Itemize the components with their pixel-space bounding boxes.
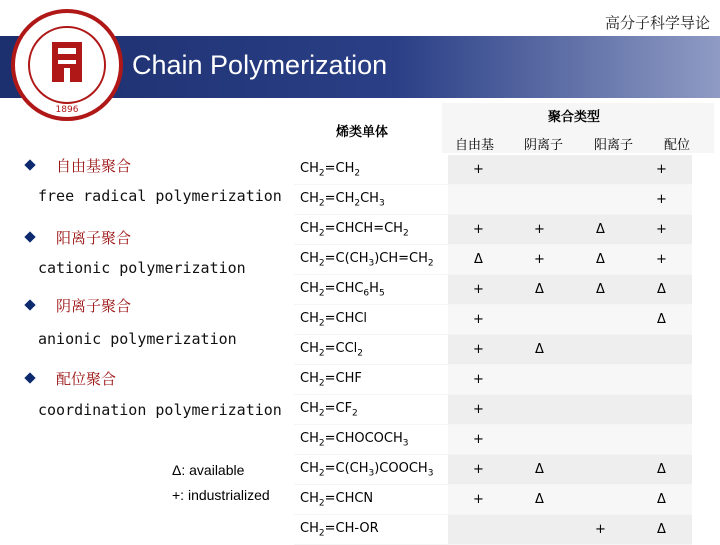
table-row <box>294 365 692 395</box>
table-row <box>294 245 692 275</box>
type-cell: + <box>448 425 509 455</box>
monomer-formula: $CH_2=C(CH_3)COOCH_3$ <box>294 455 448 485</box>
type-cell: Δ <box>570 215 631 245</box>
type-cell <box>509 365 570 395</box>
type-cell <box>631 425 692 455</box>
type-cell: + <box>631 215 692 245</box>
type-cell: Δ <box>509 275 570 305</box>
type-cell <box>631 335 692 365</box>
type-cell <box>448 185 509 215</box>
bullet-diamond-icon <box>24 231 35 242</box>
type-cell <box>448 515 509 545</box>
category-coordination-zh: 配位聚合 <box>56 370 117 388</box>
monomer-formula: $CH_2=CH-OR$ <box>294 515 448 545</box>
monomer-formula: $CH_2=CHCH=CH_2$ <box>294 215 448 245</box>
university-seal-logo <box>10 8 124 122</box>
type-cell: + <box>448 335 509 365</box>
monomer-header: 烯类单体 <box>336 125 389 140</box>
legend-available: Δ: available <box>172 462 245 478</box>
type-cell: + <box>448 215 509 245</box>
col-coordination: 配位 <box>664 138 691 153</box>
type-cell: Δ <box>631 455 692 485</box>
type-cell <box>570 305 631 335</box>
type-cell: + <box>509 245 570 275</box>
table-row <box>294 305 692 335</box>
legend-industrialized: +: industrialized <box>172 487 270 503</box>
category-radical-en: free radical polymerization <box>38 187 282 205</box>
monomer-formula: $CH_2=CHF$ <box>294 365 448 395</box>
slide-title: Chain Polymerization <box>132 50 388 80</box>
type-cell <box>509 425 570 455</box>
type-cell: Δ <box>509 335 570 365</box>
monomer-formula: $CH_2=CHC_6H_5$ <box>294 275 448 305</box>
type-cell <box>570 425 631 455</box>
monomer-table <box>294 155 692 545</box>
col-cationic: 阳离子 <box>594 138 634 153</box>
monomer-formula: $CH_2=C(CH_3)CH=CH_2$ <box>294 245 448 275</box>
monomer-formula: $CH_2=CH_2$ <box>294 155 448 185</box>
type-cell: Δ <box>509 485 570 515</box>
type-cell: Δ <box>448 245 509 275</box>
type-cell: + <box>631 185 692 215</box>
type-cell <box>509 515 570 545</box>
bullet-diamond-icon <box>24 299 35 310</box>
table-row <box>294 395 692 425</box>
type-cell: + <box>448 485 509 515</box>
monomer-formula: $CH_2=CCl_2$ <box>294 335 448 365</box>
type-cell: + <box>570 515 631 545</box>
type-cell: + <box>631 155 692 185</box>
type-cell <box>570 185 631 215</box>
type-cell: + <box>448 365 509 395</box>
type-cell: + <box>448 305 509 335</box>
table-row <box>294 455 692 485</box>
svg-text:1896: 1896 <box>55 105 79 115</box>
bullet-diamond-icon <box>24 372 35 383</box>
type-cell <box>509 395 570 425</box>
type-cell <box>509 185 570 215</box>
type-cell <box>631 395 692 425</box>
type-cell: Δ <box>631 485 692 515</box>
col-radical: 自由基 <box>455 138 495 153</box>
type-cell: Δ <box>570 245 631 275</box>
table-row <box>294 275 692 305</box>
category-radical-zh: 自由基聚合 <box>56 157 132 175</box>
category-anionic-zh: 阴离子聚合 <box>56 297 132 315</box>
type-cell: Δ <box>631 515 692 545</box>
type-cell <box>570 455 631 485</box>
type-cell <box>570 155 631 185</box>
monomer-formula: $CH_2=CHCN$ <box>294 485 448 515</box>
monomer-formula: $CH_2=CHOCOCH_3$ <box>294 425 448 455</box>
monomer-formula: $CH_2=CH_2CH_3$ <box>294 185 448 215</box>
category-cationic-en: cationic polymerization <box>38 259 246 277</box>
type-cell: + <box>448 155 509 185</box>
table-row <box>294 155 692 185</box>
monomer-formula: $CH_2=CHCl$ <box>294 305 448 335</box>
type-cell: + <box>509 215 570 245</box>
monomer-formula: $CH_2=CF_2$ <box>294 395 448 425</box>
type-cell: + <box>448 455 509 485</box>
type-cell: Δ <box>631 275 692 305</box>
polymerization-type-header: 聚合类型 <box>548 110 601 125</box>
table-row <box>294 425 692 455</box>
type-cell <box>631 365 692 395</box>
course-title: 高分子科学导论 <box>604 14 710 32</box>
type-cell: Δ <box>509 455 570 485</box>
table-row <box>294 215 692 245</box>
type-cell: + <box>448 395 509 425</box>
category-anionic-en: anionic polymerization <box>38 330 237 348</box>
type-cell: Δ <box>631 305 692 335</box>
table-row <box>294 485 692 515</box>
type-cell <box>509 155 570 185</box>
table-row <box>294 185 692 215</box>
type-cell <box>570 335 631 365</box>
type-cell <box>570 395 631 425</box>
type-cell: Δ <box>570 275 631 305</box>
type-cell: + <box>631 245 692 275</box>
table-row <box>294 335 692 365</box>
type-cell <box>570 365 631 395</box>
bullet-diamond-icon <box>24 159 35 170</box>
category-cationic-zh: 阳离子聚合 <box>56 229 132 247</box>
table-row <box>294 515 692 545</box>
type-cell: + <box>448 275 509 305</box>
type-cell <box>509 305 570 335</box>
category-coordination-en: coordination polymerization <box>38 401 282 419</box>
type-cell <box>570 485 631 515</box>
col-anionic: 阴离子 <box>524 138 564 153</box>
